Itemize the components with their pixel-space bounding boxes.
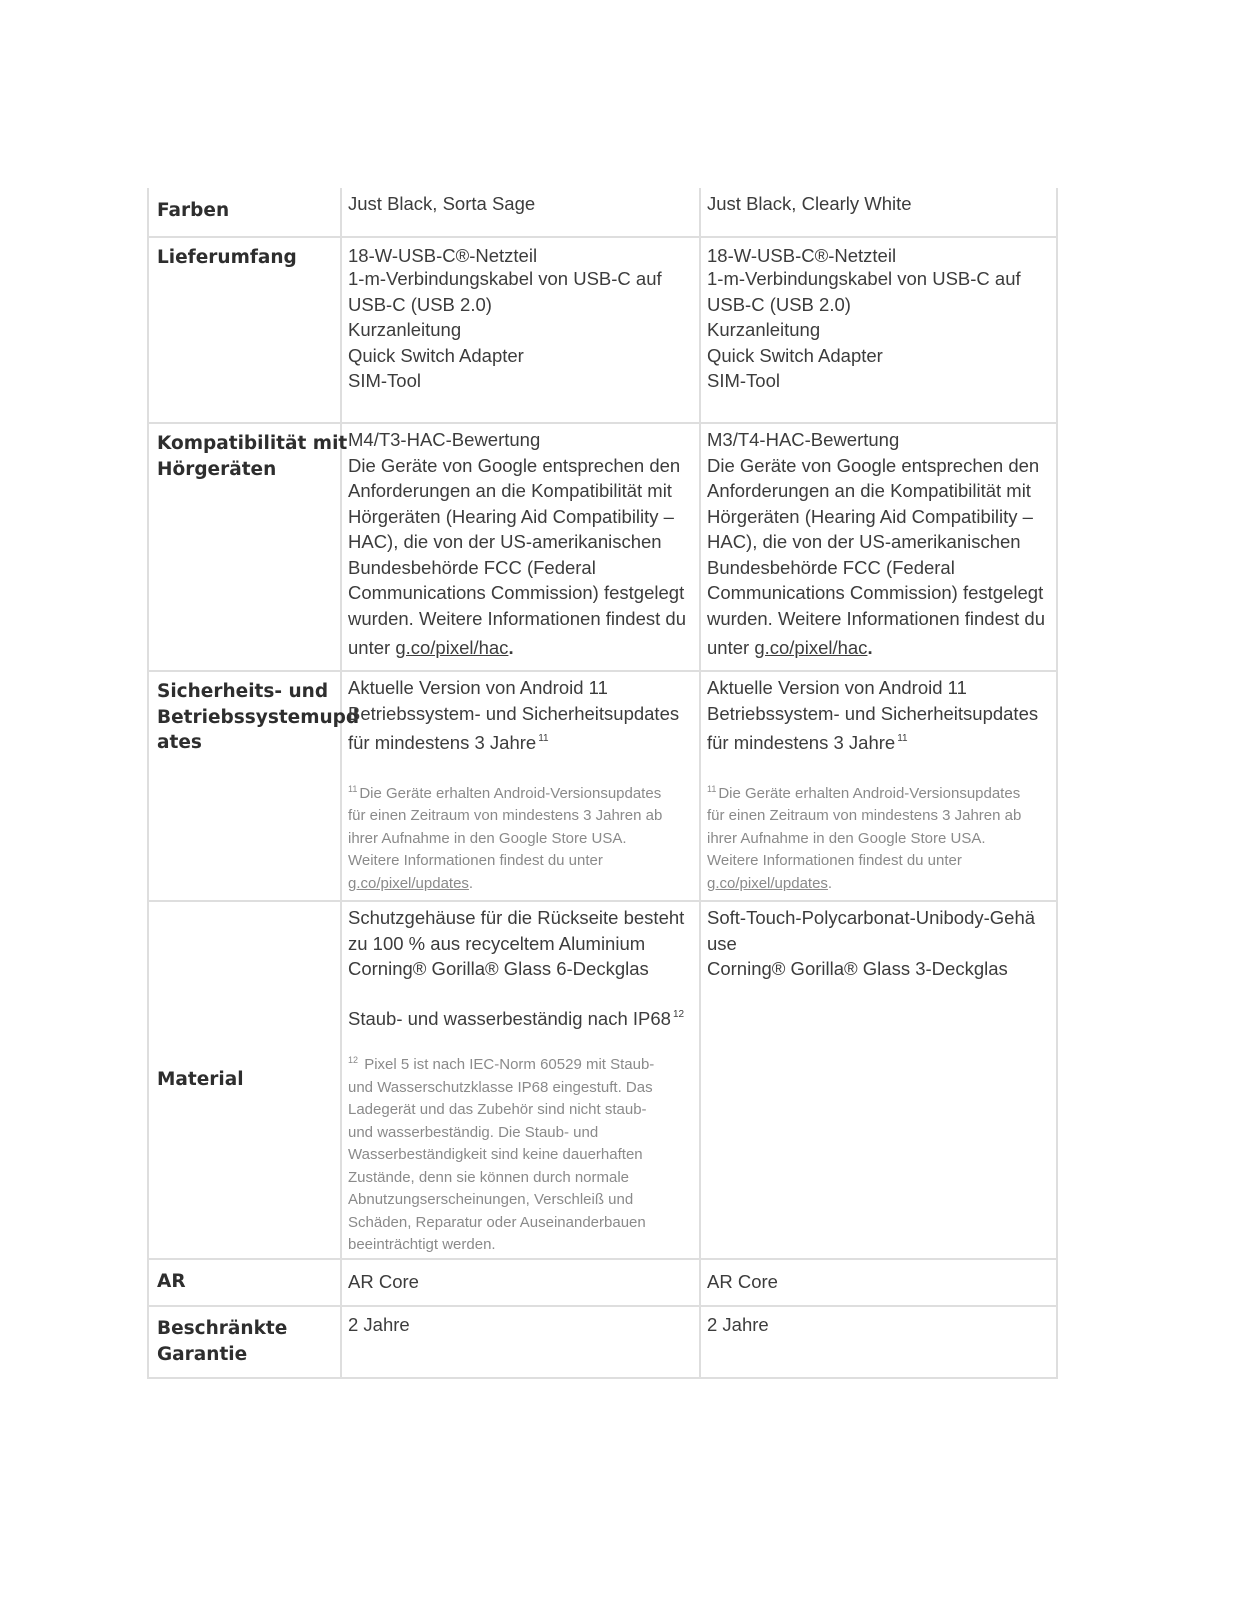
hac-link[interactable]: g.co/pixel/hac <box>754 637 868 658</box>
lieferumfang-value-a <box>341 237 700 423</box>
item: 18-W-USB-C®-Netzteil <box>348 245 538 266</box>
label-lieferumfang: Lieferumfang <box>148 237 341 423</box>
item: 1-m-Verbindungskabel von USB-C auf <box>348 268 662 289</box>
farben-value-a: Just Black, Sorta Sage <box>341 188 700 237</box>
row-lieferumfang <box>148 237 1057 423</box>
garantie-value-b: 2 Jahre <box>700 1306 1057 1378</box>
item: Quick Switch Adapter <box>348 344 524 366</box>
item: 1-m-Verbindungskabel von USB-C auf <box>707 268 1021 289</box>
label-material: Material <box>148 901 341 1259</box>
footnote-ref: 12 <box>672 1008 685 1020</box>
garantie-value-a: 2 Jahre <box>341 1306 700 1378</box>
ar-value-b: AR Core <box>700 1259 1057 1306</box>
material-value-b: Soft-Touch-Polycarbonat-Unibody-Gehä use Corning® Gorilla® Glass 3-Deckglas <box>700 901 1057 1259</box>
hac-rating: M4/T3-HAC-Bewertung <box>348 429 541 450</box>
material-value-a: Schutzgehäuse für die Rückseite besteht zu 100 % aus recyceltem Aluminium Corning® Gorilla® Glass 6-Deckglas Staub- und wasserbeständig nach IP68 $^{12}$ $^{12}$ Pixel 5 ist nach IEC-Norm 60529 mit Staub- und Wasserschutzklasse IP68 eingestuft. Das Ladegerät und das Zubehör sind nicht staub- und wasserbeständig. Die Staub- und Wasserbeständigkeit sind keine dauerhaften Zustände, denn sie können durch normale Abnutzungserscheinungen, Verschleiß und Schäden, Reparatur oder Auseinanderbauen beeinträchtigt werden. <box>341 901 700 1259</box>
farben-value-b: Just Black, Clearly White <box>700 188 1057 237</box>
item: SIM-Tool <box>707 370 780 391</box>
hac-rating: M3/T4-HAC-Bewertung <box>707 429 900 450</box>
ar-value-a: AR Core <box>341 1259 700 1306</box>
item: Kurzanleitung <box>707 319 821 340</box>
label-ar: AR <box>148 1259 341 1306</box>
item: Quick Switch Adapter <box>707 344 883 366</box>
updates-value-b: Aktuelle Version von Android 11 Betriebssystem- und Sicherheitsupdates für mindestens 3 Jahre $^{11}$ $^{11}$ Die Geräte erhalten Android-Versionsupdates für einen Zeitraum von mindestens 3 Jahren ab ihrer Aufnahme in den Google Store USA. Weitere Informationen findest du unter g.co/pixel/updates. <box>700 671 1057 901</box>
label-hac: Kompatibilität mit Hörgeräten <box>148 423 341 671</box>
hac-value-b: M3/T4-HAC-Bewertung Die Geräte von Google entsprechen den Anforderungen an die Kompatibilität mit Hörgeräten (Hearing Aid Compatibility – HAC), die von der US-amerikanischen Bundesbehörde FCC (Federal Communications Commission) festgelegt wurden. Weitere Informationen findest du unter g.co/pixel/hac. <box>700 423 1057 671</box>
row-updates <box>148 671 1057 901</box>
lieferumfang-value-b <box>700 237 1057 423</box>
updates-link[interactable]: g.co/pixel/updates <box>348 874 469 892</box>
item: USB-C (USB 2.0) <box>348 293 492 315</box>
label-garantie: Beschränkte Garantie <box>148 1306 341 1378</box>
row-hac <box>148 423 1057 671</box>
label-farben: Farben <box>148 188 341 237</box>
item: SIM-Tool <box>348 370 421 391</box>
item: Kurzanleitung <box>348 319 462 340</box>
item: 18-W-USB-C®-Netzteil <box>707 245 897 266</box>
row-garantie <box>148 1306 1057 1378</box>
row-farben <box>148 188 1057 237</box>
row-material <box>148 901 1057 1259</box>
updates-value-a: Aktuelle Version von Android 11 Betriebssystem- und Sicherheitsupdates für mindestens 3 Jahre $^{11}$ $^{11}$ Die Geräte erhalten Android-Versionsupdates für einen Zeitraum von mindestens 3 Jahren ab ihrer Aufnahme in den Google Store USA. Weitere Informationen findest du unter g.co/pixel/updates. <box>341 671 700 901</box>
hac-link[interactable]: g.co/pixel/hac <box>395 637 509 658</box>
hac-value-a: M4/T3-HAC-Bewertung Die Geräte von Google entsprechen den Anforderungen an die Kompatibilität mit Hörgeräten (Hearing Aid Compatibility – HAC), die von der US-amerikanischen Bundesbehörde FCC (Federal Communications Commission) festgelegt wurden. Weitere Informationen findest du unter g.co/pixel/hac. <box>341 423 700 671</box>
item: USB-C (USB 2.0) <box>707 293 851 315</box>
row-ar <box>148 1259 1057 1306</box>
label-updates: Sicherheits- und Betriebssystemupd ates <box>148 671 341 901</box>
spec-table <box>147 188 1058 1379</box>
updates-link[interactable]: g.co/pixel/updates <box>707 874 828 892</box>
footnote-ref: 11 <box>897 733 908 744</box>
footnote-ref: 11 <box>538 733 549 744</box>
